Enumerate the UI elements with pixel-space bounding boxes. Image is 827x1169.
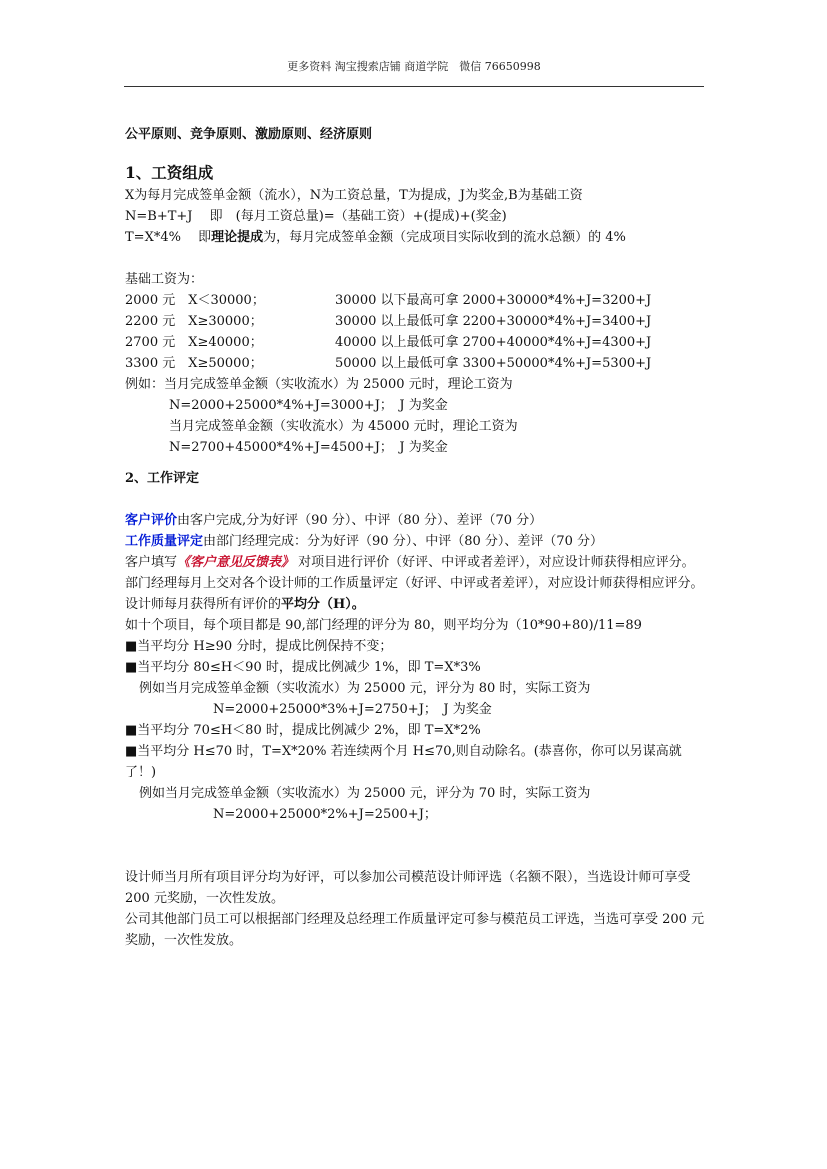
rule-line: ■当平均分 H≥90 分时，提成比例保持不变；: [125, 639, 393, 654]
average-term: 平均分（H）。: [281, 597, 365, 612]
page-header: 更多资料 淘宝搜索店铺 商道学院 微信 76650998: [287, 60, 541, 73]
base-row: 3300 元 X≥50000； 50000 以上最低可拿 3300+50000*4%+J=5300+J: [125, 356, 652, 371]
base-row: 2000 元 X＜30000； 30000 以下最高可拿 2000+30000*4%+J=3200+J: [125, 293, 652, 308]
award-paragraph: 公司其他部门员工可以根据部门经理及总经理工作质量评定可参与模范员工评选，当选可享受 200 元奖励，一次性发放。: [125, 912, 705, 948]
customer-eval-line: 客户评价由客户完成,分为好评（90 分）、中评（80 分）、差评（70 分）: [125, 513, 543, 528]
rule-line: ■当平均分 80≤H＜90 时，提成比例减少 1%，即 T=X*3%: [125, 660, 481, 675]
quality-eval-label: 工作质量评定: [125, 534, 204, 549]
example-line: 例如：当月完成签单金额（实收流水）为 25000 元时，理论工资为: [125, 377, 513, 392]
rule-example-line: N=2000+25000*3%+J=2750+J； J 为奖金: [213, 702, 492, 717]
base-row: 2700 元 X≥40000； 40000 以上最低可拿 2700+40000*4%+J=4300+J: [125, 335, 652, 350]
customer-eval-label: 客户评价: [125, 513, 178, 528]
formula-line: N=B+T+J 即 (每月工资总量)=（基础工资）+(提成)+(奖金): [125, 209, 507, 224]
example-line: N=2000+25000*4%+J=3000+J； J 为奖金: [169, 398, 448, 413]
section1-title: 1、工资组成: [125, 163, 214, 182]
award-paragraph: 设计师当月所有项目评分均为好评，可以参加公司模范设计师评选（名额不限），当选设计师可享受 200 元奖励，一次性发放。: [125, 870, 691, 906]
feedback-form-title: 《客户意见反馈表》: [177, 555, 295, 570]
manager-paragraph: 部门经理每月上交对各个设计师的工作质量评定（好评、中评或者差评），对应设计师获得相应评分。: [125, 576, 704, 591]
quality-eval-line: 工作质量评定由部门经理完成：分为好评（90 分）、中评（80 分）、差评（70 分）: [125, 534, 604, 549]
principles-heading: 公平原则、竞争原则、激励原则、经济原则: [125, 127, 373, 142]
average-line: 设计师每月获得所有评价的平均分（H）。: [125, 597, 365, 612]
base-row: 2200 元 X≥30000； 30000 以上最低可拿 2200+30000*4%+J=3400+J: [125, 314, 652, 329]
rule-example-line: N=2000+25000*2%+J=2500+J；: [213, 807, 437, 822]
rule-example-line: 例如当月完成签单金额（实收流水）为 25000 元，评分为 80 时，实际工资为: [139, 681, 591, 696]
commission-line: T=X*4% 即理论提成为，每月完成签单金额（完成项目实际收到的流水总额）的 4%: [125, 230, 626, 245]
header-divider: [124, 86, 704, 87]
rule-line: ■当平均分 70≤H＜80 时，提成比例减少 2%，即 T=X*2%: [125, 723, 481, 738]
rule-line: ■当平均分 H≤70 时，T=X*20% 若连续两个月 H≤70,则自动除名。(恭喜你，你可以另谋高就了！): [125, 744, 682, 780]
example-line: N=2700+45000*4%+J=4500+J； J 为奖金: [169, 440, 448, 455]
feedback-paragraph: 客户填写《客户意见反馈表》 对项目进行评价（好评、中评或者差评），对应设计师获得相应评分。: [125, 555, 695, 570]
section2-title: 2、工作评定: [125, 471, 200, 486]
definition-line: X为每月完成签单金额（流水），N为工资总量，T为提成，J为奖金,B为基础工资: [125, 188, 583, 203]
rule-example-line: 例如当月完成签单金额（实收流水）为 25000 元，评分为 70 时，实际工资为: [139, 786, 591, 801]
theory-commission-term: 理论提成: [211, 230, 264, 245]
example-line: 当月完成签单金额（实收流水）为 45000 元时，理论工资为: [169, 419, 518, 434]
base-salary-label: 基础工资为：: [125, 272, 204, 287]
average-example: 如十个项目，每个项目都是 90,部门经理的评分为 80，则平均分为（10*90+80)/11=89: [125, 618, 642, 633]
document-body: [125, 124, 705, 951]
